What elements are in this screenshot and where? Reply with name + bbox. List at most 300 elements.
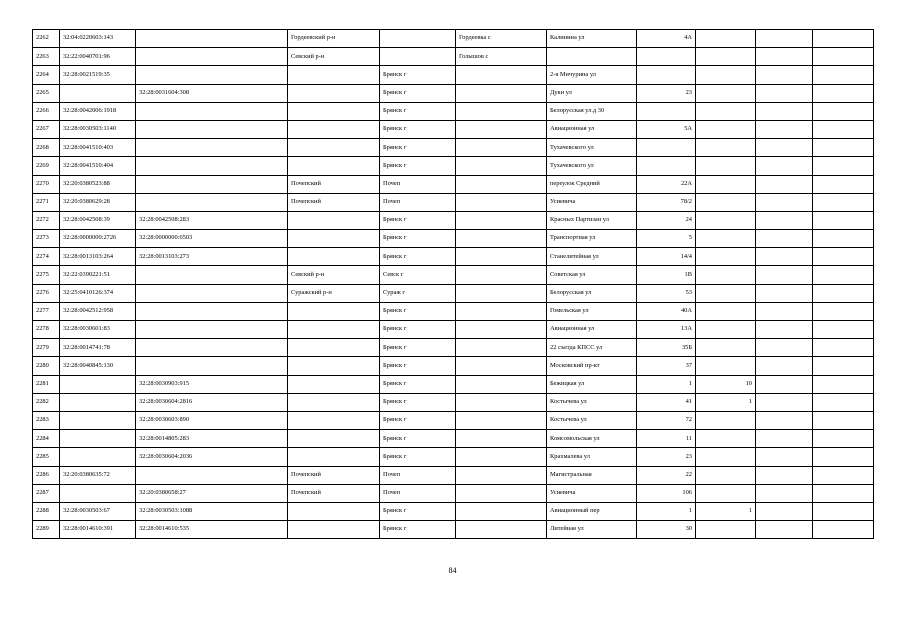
- cell-house: 1: [637, 375, 696, 393]
- cell-house: 40А: [637, 302, 696, 320]
- cell-district: Суражский р-н: [288, 284, 380, 302]
- table-row: [33, 175, 874, 193]
- cell-street: Красных Партизан ул: [547, 211, 637, 229]
- cell-cadastral-number-alt: [136, 175, 288, 193]
- cell-extra-a: [696, 339, 756, 357]
- cell-district: [288, 502, 380, 520]
- cell-street: Бежицкая ул: [547, 375, 637, 393]
- cell-city: Брянск г: [380, 411, 456, 429]
- cell-cadastral-number-alt: [136, 357, 288, 375]
- cell-cadastral-number-alt: [136, 466, 288, 484]
- cell-extra-a: [696, 484, 756, 502]
- cell-district: [288, 211, 380, 229]
- cell-extra-c: [813, 175, 874, 193]
- table-body: [33, 30, 874, 539]
- cell-extra-c: [813, 266, 874, 284]
- cell-house: 35Б: [637, 339, 696, 357]
- cell-city: Брянск г: [380, 375, 456, 393]
- cell-village: [456, 393, 547, 411]
- cell-village: [456, 302, 547, 320]
- cell-extra-b: [756, 248, 813, 266]
- cell-village: [456, 375, 547, 393]
- cell-extra-a: [696, 302, 756, 320]
- cell-number: 2282: [33, 393, 60, 411]
- cell-extra-c: [813, 339, 874, 357]
- cell-cadastral-number: [60, 411, 136, 429]
- cell-extra-b: [756, 375, 813, 393]
- cell-extra-c: [813, 321, 874, 339]
- cell-city: Брянск г: [380, 157, 456, 175]
- cell-city: Брянск г: [380, 139, 456, 157]
- table-row: [33, 102, 874, 120]
- cell-extra-c: [813, 448, 874, 466]
- cell-house: 53: [637, 284, 696, 302]
- cell-house: 1: [637, 502, 696, 520]
- cell-district: Почепский: [288, 466, 380, 484]
- cell-village: [456, 84, 547, 102]
- cell-cadastral-number-alt: [136, 321, 288, 339]
- cell-district: [288, 375, 380, 393]
- cell-cadastral-number-alt: 32:28:0042508:283: [136, 211, 288, 229]
- cell-extra-b: [756, 302, 813, 320]
- cell-cadastral-number-alt: [136, 339, 288, 357]
- cell-district: [288, 430, 380, 448]
- cell-number: 2278: [33, 321, 60, 339]
- cell-village: [456, 157, 547, 175]
- table-row: [33, 321, 874, 339]
- cell-cadastral-number: 32:28:0042508:39: [60, 211, 136, 229]
- cell-city: Севск г: [380, 266, 456, 284]
- cell-extra-b: [756, 357, 813, 375]
- cell-village: [456, 448, 547, 466]
- cell-cadastral-number: [60, 430, 136, 448]
- cell-extra-b: [756, 339, 813, 357]
- cell-street: Усиевича: [547, 193, 637, 211]
- cell-extra-b: [756, 321, 813, 339]
- cell-extra-b: [756, 157, 813, 175]
- cell-extra-a: [696, 284, 756, 302]
- cell-extra-a: [696, 357, 756, 375]
- cell-cadastral-number-alt: [136, 139, 288, 157]
- cell-street: Крахмалева ул: [547, 448, 637, 466]
- cell-district: [288, 157, 380, 175]
- cell-cadastral-number-alt: [136, 120, 288, 138]
- cell-extra-a: [696, 211, 756, 229]
- table-row: [33, 66, 874, 84]
- table-row: [33, 357, 874, 375]
- cell-cadastral-number-alt: 32:28:0030603:890: [136, 411, 288, 429]
- cell-district: [288, 339, 380, 357]
- cell-street: Калинина ул: [547, 30, 637, 48]
- cell-village: [456, 321, 547, 339]
- cell-cadastral-number: 32:28:0030503:1140: [60, 120, 136, 138]
- cell-house: 41: [637, 393, 696, 411]
- cell-village: [456, 66, 547, 84]
- cell-extra-c: [813, 502, 874, 520]
- cell-extra-a: [696, 84, 756, 102]
- cell-city: Почеп: [380, 484, 456, 502]
- cell-cadastral-number-alt: 32:28:0014805:283: [136, 430, 288, 448]
- cell-extra-b: [756, 102, 813, 120]
- cell-street: 2-я Мичурина ул: [547, 66, 637, 84]
- cell-extra-b: [756, 175, 813, 193]
- cell-extra-b: [756, 84, 813, 102]
- cell-cadastral-number: [60, 84, 136, 102]
- cell-extra-a: [696, 321, 756, 339]
- cell-district: Севский р-н: [288, 48, 380, 66]
- cell-cadastral-number-alt: 32:28:0030503:1088: [136, 502, 288, 520]
- cell-district: [288, 393, 380, 411]
- cell-extra-c: [813, 48, 874, 66]
- cell-number: 2265: [33, 84, 60, 102]
- cell-street: Тухачевского ул: [547, 157, 637, 175]
- cell-cadastral-number-alt: [136, 66, 288, 84]
- cell-cadastral-number: 32:28:0041510:403: [60, 139, 136, 157]
- cell-number: 2286: [33, 466, 60, 484]
- cell-village: [456, 120, 547, 138]
- cell-district: [288, 84, 380, 102]
- cell-extra-c: [813, 193, 874, 211]
- cell-extra-a: [696, 230, 756, 248]
- cell-extra-b: [756, 266, 813, 284]
- cell-extra-a: [696, 466, 756, 484]
- cell-number: 2262: [33, 30, 60, 48]
- cell-cadastral-number: [60, 393, 136, 411]
- cell-village: [456, 466, 547, 484]
- cell-district: [288, 357, 380, 375]
- cell-extra-c: [813, 302, 874, 320]
- cell-city: Брянск г: [380, 84, 456, 102]
- cell-house: 23: [637, 84, 696, 102]
- cell-house: [637, 102, 696, 120]
- cell-city: Брянск г: [380, 393, 456, 411]
- cell-number: 2276: [33, 284, 60, 302]
- table-row: [33, 48, 874, 66]
- cell-cadastral-number: 32:28:0042512:958: [60, 302, 136, 320]
- cell-house: 24: [637, 211, 696, 229]
- cell-cadastral-number-alt: 32:28:0030903:915: [136, 375, 288, 393]
- cell-extra-b: [756, 120, 813, 138]
- table-row: [33, 157, 874, 175]
- cell-house: 14/4: [637, 248, 696, 266]
- cell-cadastral-number-alt: [136, 30, 288, 48]
- cell-street: Белорусская ул.д 30: [547, 102, 637, 120]
- cell-extra-a: [696, 430, 756, 448]
- cell-house: 4А: [637, 30, 696, 48]
- cell-number: 2271: [33, 193, 60, 211]
- cell-number: 2277: [33, 302, 60, 320]
- cell-house: 78/2: [637, 193, 696, 211]
- cell-extra-b: [756, 211, 813, 229]
- table-row: [33, 120, 874, 138]
- cell-street: Костычева ул: [547, 393, 637, 411]
- table-row: [33, 521, 874, 539]
- cell-house: [637, 157, 696, 175]
- cell-extra-c: [813, 284, 874, 302]
- cell-cadastral-number: 32:28:0030503:67: [60, 502, 136, 520]
- cell-extra-a: [696, 102, 756, 120]
- cell-extra-b: [756, 393, 813, 411]
- cell-extra-b: [756, 139, 813, 157]
- cell-cadastral-number-alt: [136, 284, 288, 302]
- cell-extra-c: [813, 66, 874, 84]
- cell-extra-a: [696, 66, 756, 84]
- cell-village: [456, 193, 547, 211]
- cell-cadastral-number: 32:22:0390221:51: [60, 266, 136, 284]
- cell-village: [456, 284, 547, 302]
- cell-street: 22 съезда КПСС ул: [547, 339, 637, 357]
- cell-number: 2281: [33, 375, 60, 393]
- cell-extra-c: [813, 102, 874, 120]
- table-row: [33, 484, 874, 502]
- cell-street: Литейная ул: [547, 521, 637, 539]
- cell-city: Брянск г: [380, 357, 456, 375]
- cell-district: [288, 248, 380, 266]
- cell-city: Брянск г: [380, 66, 456, 84]
- cell-extra-c: [813, 248, 874, 266]
- cell-extra-b: [756, 448, 813, 466]
- cell-village: [456, 248, 547, 266]
- cell-number: 2272: [33, 211, 60, 229]
- cell-village: [456, 175, 547, 193]
- cell-house: 13А: [637, 321, 696, 339]
- table-row: [33, 30, 874, 48]
- cell-street: Дуки ул: [547, 84, 637, 102]
- cell-city: Брянск г: [380, 502, 456, 520]
- cell-number: 2274: [33, 248, 60, 266]
- cell-house: [637, 66, 696, 84]
- cell-city: Брянск г: [380, 430, 456, 448]
- cell-cadastral-number-alt: 32:28:0000000:6503: [136, 230, 288, 248]
- cell-house: 106: [637, 484, 696, 502]
- cell-village: Голышов с: [456, 48, 547, 66]
- cell-village: [456, 430, 547, 448]
- page-number: 84: [448, 566, 457, 575]
- cell-village: Гордеевка с: [456, 30, 547, 48]
- cell-cadastral-number: 32:28:0030601:83: [60, 321, 136, 339]
- cell-city: Брянск г: [380, 339, 456, 357]
- cell-village: [456, 484, 547, 502]
- cell-city: Брянск г: [380, 120, 456, 138]
- cell-extra-a: [696, 193, 756, 211]
- cell-cadastral-number-alt: 32:20:0380658:27: [136, 484, 288, 502]
- cell-cadastral-number: 32:25:0410126:374: [60, 284, 136, 302]
- cell-extra-a: [696, 157, 756, 175]
- cell-cadastral-number-alt: 32:28:0030604:2036: [136, 448, 288, 466]
- cell-village: [456, 411, 547, 429]
- cell-extra-c: [813, 375, 874, 393]
- cell-extra-c: [813, 411, 874, 429]
- cell-extra-b: [756, 484, 813, 502]
- cell-number: 2283: [33, 411, 60, 429]
- cell-number: 2289: [33, 521, 60, 539]
- cell-city: [380, 30, 456, 48]
- cell-extra-b: [756, 502, 813, 520]
- cell-extra-b: [756, 521, 813, 539]
- cell-street: Советская ул: [547, 266, 637, 284]
- cell-street: переулок Средний: [547, 175, 637, 193]
- cell-city: Брянск г: [380, 211, 456, 229]
- table-row: [33, 411, 874, 429]
- cell-district: [288, 102, 380, 120]
- cell-cadastral-number: 32:20:0380635:72: [60, 466, 136, 484]
- cell-district: [288, 66, 380, 84]
- cell-city: Сураж г: [380, 284, 456, 302]
- cell-number: 2269: [33, 157, 60, 175]
- cell-city: Брянск г: [380, 248, 456, 266]
- cell-district: [288, 230, 380, 248]
- cell-extra-a: [696, 448, 756, 466]
- cell-extra-c: [813, 120, 874, 138]
- cell-cadastral-number-alt: [136, 302, 288, 320]
- cell-extra-a: [696, 48, 756, 66]
- cell-extra-c: [813, 430, 874, 448]
- cell-extra-b: [756, 466, 813, 484]
- cell-cadastral-number: 32:28:0014610:391: [60, 521, 136, 539]
- cell-extra-a: 10: [696, 375, 756, 393]
- cell-extra-b: [756, 30, 813, 48]
- cell-street: [547, 48, 637, 66]
- cell-extra-a: [696, 521, 756, 539]
- cell-number: 2284: [33, 430, 60, 448]
- table-row: [33, 284, 874, 302]
- cell-extra-c: [813, 521, 874, 539]
- cell-cadastral-number: 32:22:0040701:96: [60, 48, 136, 66]
- cell-cadastral-number: [60, 375, 136, 393]
- cell-extra-c: [813, 84, 874, 102]
- cell-cadastral-number-alt: [136, 48, 288, 66]
- table-row: [33, 211, 874, 229]
- cell-district: Почепский: [288, 175, 380, 193]
- cell-street: Усиевича: [547, 484, 637, 502]
- cell-extra-b: [756, 193, 813, 211]
- cell-extra-b: [756, 230, 813, 248]
- cell-district: [288, 521, 380, 539]
- cell-city: Брянск г: [380, 321, 456, 339]
- cell-city: Брянск г: [380, 448, 456, 466]
- cell-number: 2285: [33, 448, 60, 466]
- cell-extra-a: [696, 175, 756, 193]
- table-row: [33, 448, 874, 466]
- cell-cadastral-number: 32:20:0380523:88: [60, 175, 136, 193]
- cell-cadastral-number: 32:04:0220603:143: [60, 30, 136, 48]
- table-row: [33, 502, 874, 520]
- cell-cadastral-number: [60, 448, 136, 466]
- cell-district: Почепский: [288, 193, 380, 211]
- cell-cadastral-number-alt: [136, 157, 288, 175]
- cell-extra-c: [813, 393, 874, 411]
- cell-district: [288, 411, 380, 429]
- cell-cadastral-number-alt: 32:28:0030604:2816: [136, 393, 288, 411]
- cell-village: [456, 339, 547, 357]
- table-row: [33, 430, 874, 448]
- cell-cadastral-number-alt: 32:28:0014610:535: [136, 521, 288, 539]
- cell-house: 1В: [637, 266, 696, 284]
- cell-street: Авиационная ул: [547, 321, 637, 339]
- cell-cadastral-number-alt: [136, 266, 288, 284]
- cell-street: Костычева ул: [547, 411, 637, 429]
- cell-street: Гомельская ул: [547, 302, 637, 320]
- table-row: [33, 466, 874, 484]
- cell-cadastral-number: 32:20:0380629:28: [60, 193, 136, 211]
- cell-cadastral-number: 32:28:0040845:130: [60, 357, 136, 375]
- cell-extra-c: [813, 157, 874, 175]
- cell-city: Почеп: [380, 175, 456, 193]
- cell-number: 2263: [33, 48, 60, 66]
- cell-house: 72: [637, 411, 696, 429]
- cell-street: Транспортная ул: [547, 230, 637, 248]
- cell-street: Московский пр-кт: [547, 357, 637, 375]
- cell-district: [288, 120, 380, 138]
- cell-city: Брянск г: [380, 102, 456, 120]
- cell-extra-c: [813, 357, 874, 375]
- cell-house: 23: [637, 448, 696, 466]
- cell-house: [637, 139, 696, 157]
- cell-city: Брянск г: [380, 230, 456, 248]
- cell-cadastral-number: [60, 484, 136, 502]
- cell-cadastral-number-alt: [136, 193, 288, 211]
- cell-house: [637, 48, 696, 66]
- cell-city: Почеп: [380, 193, 456, 211]
- cell-village: [456, 211, 547, 229]
- table-row: [33, 375, 874, 393]
- cell-village: [456, 102, 547, 120]
- cell-extra-a: [696, 30, 756, 48]
- table-row: [33, 302, 874, 320]
- cell-cadastral-number: 32:28:0013103:264: [60, 248, 136, 266]
- cell-extra-b: [756, 411, 813, 429]
- cell-extra-a: [696, 120, 756, 138]
- table-row: [33, 193, 874, 211]
- cell-city: Почеп: [380, 466, 456, 484]
- cell-street: Комсомольская ул: [547, 430, 637, 448]
- cell-village: [456, 521, 547, 539]
- cell-district: [288, 139, 380, 157]
- cell-city: [380, 48, 456, 66]
- cell-extra-c: [813, 484, 874, 502]
- cell-district: Севский р-н: [288, 266, 380, 284]
- cell-extra-c: [813, 211, 874, 229]
- cell-extra-a: 1: [696, 393, 756, 411]
- cell-district: Гордеевский р-н: [288, 30, 380, 48]
- cell-number: 2270: [33, 175, 60, 193]
- table-row: [33, 139, 874, 157]
- cell-village: [456, 502, 547, 520]
- cell-house: 22: [637, 466, 696, 484]
- cell-extra-a: [696, 266, 756, 284]
- cell-house: 22А: [637, 175, 696, 193]
- cell-number: 2264: [33, 66, 60, 84]
- cell-extra-c: [813, 139, 874, 157]
- registry-table: [32, 29, 874, 539]
- cell-cadastral-number: 32:28:0021519:35: [60, 66, 136, 84]
- cell-house: 5А: [637, 120, 696, 138]
- cell-street: Авиационная ул: [547, 120, 637, 138]
- cell-extra-b: [756, 66, 813, 84]
- cell-cadastral-number: 32:28:0041510:404: [60, 157, 136, 175]
- cell-village: [456, 230, 547, 248]
- cell-number: 2288: [33, 502, 60, 520]
- cell-district: [288, 302, 380, 320]
- cell-house: 11: [637, 430, 696, 448]
- cell-district: Почепский: [288, 484, 380, 502]
- cell-street: Авиационный пер: [547, 502, 637, 520]
- cell-street: Станелитейная ул: [547, 248, 637, 266]
- cell-village: [456, 266, 547, 284]
- table-row: [33, 266, 874, 284]
- table-row: [33, 84, 874, 102]
- cell-number: 2267: [33, 120, 60, 138]
